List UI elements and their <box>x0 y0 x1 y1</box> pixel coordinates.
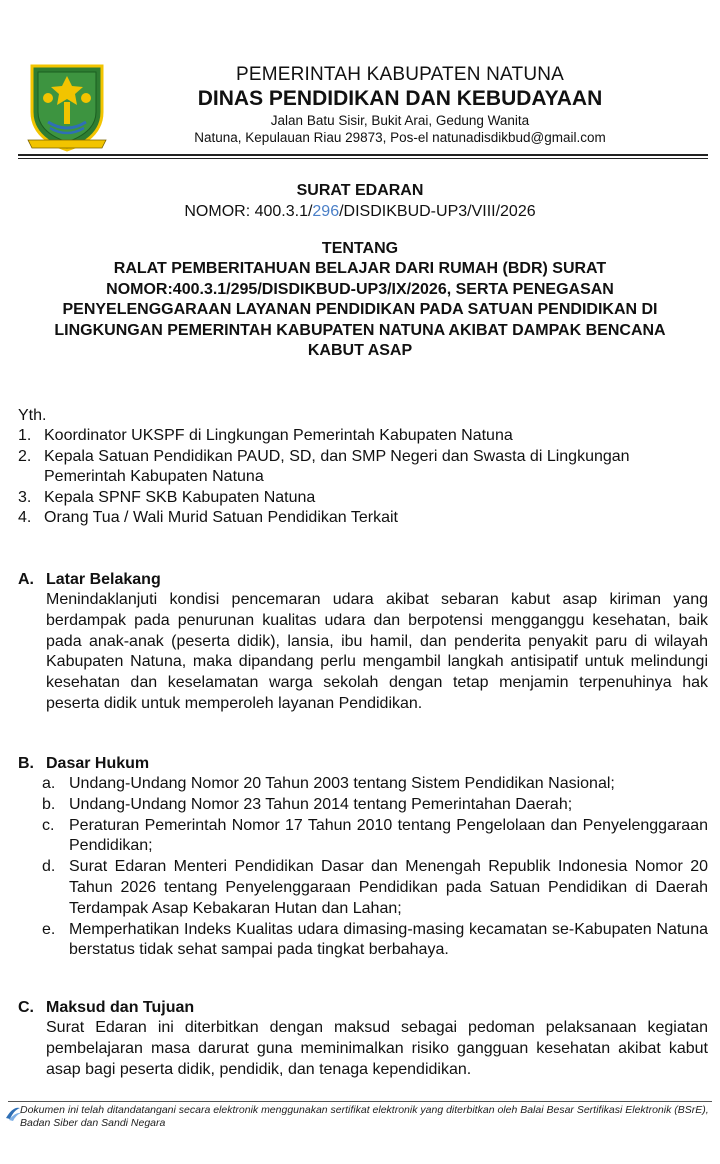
section-body: Surat Edaran ini diterbitkan dengan maksud sebagai pedoman pelaksanaan kegiatan pembelajaran masa darurat guna meminimalkan risiko gangguan kesehatan akibat kabut asap bagi peserta didik, pendidik, dan tenaga kependidikan. <box>46 1019 708 1078</box>
section-maksud-tujuan <box>18 998 708 1080</box>
section-title: Dasar Hukum <box>46 755 150 772</box>
list-item-text: Surat Edaran Menteri Pendidikan Dasar dan Menengah Republik Indonesia Nomor 20 Tahun 2026 tentang Penyelenggaraan Pendidikan pada Satuan Pendidikan di Daerah Terdampak Asap Kebakaran Hutan dan Lahan; <box>69 858 708 917</box>
list-item-number: 1. <box>18 427 32 444</box>
document-number-suffix: /DISDIKBUD-UP3/VIII/2026 <box>339 203 536 220</box>
section-letter: B. <box>18 755 34 772</box>
list-item-number: 4. <box>18 509 32 526</box>
list-item <box>18 857 708 919</box>
list-item <box>18 447 708 488</box>
section-latar-belakang <box>18 570 708 715</box>
list-item-letter: d. <box>42 858 56 876</box>
list-item-letter: a. <box>42 775 56 792</box>
document-number-prefix: NOMOR: 400.3.1/ <box>184 203 313 220</box>
contact-line: Natuna, Kepulauan Riau 29873, Pos-el natunadisdikbud@gmail.com <box>194 130 606 145</box>
address-line: Jalan Batu Sisir, Bukit Arai, Gedung Wanita <box>270 113 530 128</box>
tentang-label: TENTANG <box>321 240 399 257</box>
document-title-block <box>0 181 720 362</box>
list-item-number: 3. <box>18 488 32 506</box>
list-item-number: 2. <box>18 447 32 465</box>
list-item <box>18 774 708 795</box>
subject-line: RALAT PEMBERITAHUAN BELAJAR DARI RUMAH (BDR) SURAT <box>113 260 607 277</box>
document-number <box>0 201 720 223</box>
list-item-letter: b. <box>42 795 56 813</box>
list-item-text: Kepala SPNF SKB Kabupaten Natuna <box>44 488 316 506</box>
subject-line: NOMOR:400.3.1/295/DISDIKBUD-UP3/IX/2026, SERTA PENEGASAN <box>106 280 614 298</box>
legal-basis-list <box>18 774 708 961</box>
list-item <box>18 508 708 529</box>
addressee-list <box>18 426 708 529</box>
subject-line: KABUT ASAP <box>307 342 413 359</box>
footer-divider <box>8 1101 712 1102</box>
section-letter: A. <box>18 571 34 588</box>
section-heading <box>18 754 708 774</box>
section-title: Maksud dan Tujuan <box>46 999 195 1016</box>
list-item <box>18 488 708 509</box>
list-item <box>18 920 708 962</box>
list-item-text: Kepala Satuan Pendidikan PAUD, SD, dan SMP Negeri dan Swasta di Lingkungan Pemerintah Kabupaten Natuna <box>44 447 630 485</box>
section-letter: C. <box>18 999 34 1016</box>
section-dasar-hukum <box>18 754 708 961</box>
document-type: SURAT EDARAN <box>296 182 424 199</box>
list-item-text: Peraturan Pemerintah Nomor 17 Tahun 2010 tentang Pengelolaan dan Penyelenggaraan Pendidikan; <box>69 816 708 855</box>
list-item-letter: e. <box>42 920 56 938</box>
section-heading <box>18 570 708 590</box>
subject-line: PENYELENGGARAAN LAYANAN PENDIDIKAN PADA SATUAN PENDIDIKAN DI <box>62 301 658 318</box>
section-body: Menindaklanjuti kondisi pencemaran udara akibat sebaran kabut asap kiriman yang berdampak pada penurunan kualitas udara dan berpotensi mengganggu kesehatan, baik pada anak-anak (peserta didik), lansia, ibu hamil, dan penderita penyakit paru di wilayah Kabupaten Natuna, maka dipandang perlu mengambil langkah antisipatif untuk melindungi kesehatan dan keselamatan warga sekolah dengan tetap menjamin terpenuhinya hak peserta didik untuk memperoleh layanan Pendidikan. <box>46 591 708 712</box>
list-item-text: Koordinator UKSPF di Lingkungan Pemerintah Kabupaten Natuna <box>44 427 513 444</box>
section-title: Latar Belakang <box>46 571 161 588</box>
letterhead <box>0 0 720 162</box>
electronic-signature-notice: Dokumen ini telah ditandatangani secara elektronik menggunakan sertifikat elektronik yang diterbitkan oleh Balai Besar Sertifikasi Elektronik (BSrE), Badan Siber dan Sandi Negara <box>20 1104 709 1129</box>
letterhead-rule-thin <box>18 158 708 159</box>
footer <box>0 1098 720 1164</box>
subject-line: LINGKUNGAN PEMERINTAH KABUPATEN NATUNA AKIBAT DAMPAK BENCANA <box>54 321 666 339</box>
list-item-text: Orang Tua / Wali Murid Satuan Pendidikan Terkait <box>44 509 398 526</box>
list-item-text: Memperhatikan Indeks Kualitas udara dimasing-masing kecamatan se-Kabupaten Natuna berstatus tidak sehat sampai pada tingkat berbahaya. <box>69 920 708 959</box>
list-item <box>18 816 708 858</box>
list-item <box>18 426 708 447</box>
list-item <box>18 795 708 816</box>
salutation: Yth. <box>18 407 47 424</box>
letterhead-text <box>120 64 680 146</box>
list-item-letter: c. <box>42 816 55 834</box>
document-number-highlight: 296 <box>312 203 340 220</box>
section-heading <box>18 998 708 1018</box>
natuna-regency-emblem-icon <box>26 62 108 154</box>
agency-name: DINAS PENDIDIKAN DAN KEBUDAYAAN <box>197 87 603 110</box>
list-item-text: Undang-Undang Nomor 23 Tahun 2014 tentang Pemerintahan Daerah; <box>69 795 573 813</box>
letterhead-rule-thick <box>18 154 708 156</box>
list-item-text: Undang-Undang Nomor 20 Tahun 2003 tentang Sistem Pendidikan Nasional; <box>69 775 615 792</box>
government-name: PEMERINTAH KABUPATEN NATUNA <box>235 64 565 85</box>
